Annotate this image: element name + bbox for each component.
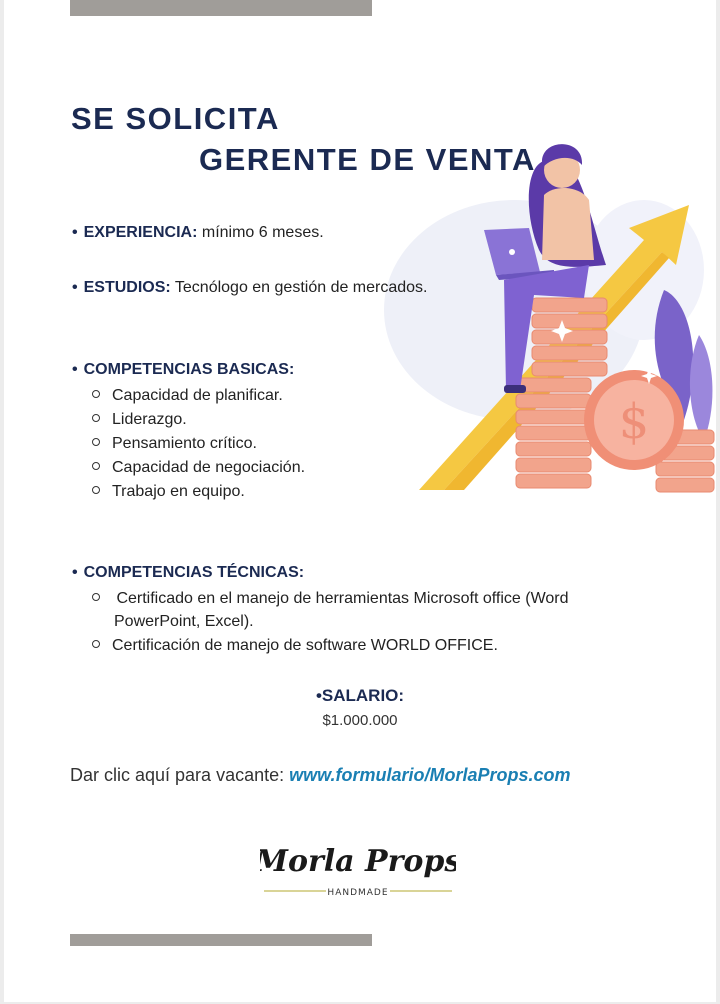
studies-line [72, 279, 428, 297]
top-divider-bar [70, 0, 372, 16]
bullet: • [72, 279, 78, 296]
bullet: • [72, 224, 78, 241]
circle-bullet-icon [92, 486, 100, 494]
list-item: Capacidad de planificar. [92, 387, 283, 405]
logo-graphic [260, 835, 456, 905]
list-item: Pensamiento crítico. [92, 435, 257, 453]
technical-competencies-heading [72, 564, 304, 582]
salary-label: •SALARIO: [315, 686, 405, 705]
list-item: Certificación de manejo de software WORLD OFFICE. [92, 637, 498, 655]
svg-text:Morla Props: Morla Props [260, 844, 456, 879]
circle-bullet-icon [92, 462, 100, 470]
cta-line [70, 765, 571, 786]
studies-value: Tecnólogo en gestión de mercados. [174, 279, 428, 296]
circle-bullet-icon [92, 438, 100, 446]
technical-competencies-label: COMPETENCIAS TÉCNICAS: [83, 564, 305, 581]
circle-bullet-icon [92, 593, 100, 601]
experience-value: mínimo 6 meses. [201, 224, 324, 241]
circle-bullet-icon [92, 414, 100, 422]
list-item: Certificado en el manejo de herramientas Microsoft office (Word [92, 590, 569, 608]
studies-label: ESTUDIOS: [83, 279, 171, 296]
basic-competencies-heading [72, 361, 294, 379]
morla-props-logo [260, 835, 456, 905]
bullet: • [72, 564, 78, 581]
list-item: Liderazgo. [92, 411, 187, 429]
experience-line [72, 224, 324, 242]
cta-text: Dar clic aquí para vacante: [70, 765, 285, 785]
circle-bullet-icon [92, 390, 100, 398]
bullet: • [72, 361, 78, 378]
list-item: Trabajo en equipo. [92, 483, 245, 501]
title-line-2: GERENTE DE VENTA [199, 142, 536, 177]
vacancy-link[interactable]: www.formulario/MorlaProps.com [289, 765, 571, 785]
list-item: Capacidad de negociación. [92, 459, 305, 477]
list-item-continuation: PowerPoint, Excel). [114, 613, 254, 630]
experience-label: EXPERIENCIA: [83, 224, 198, 241]
svg-text:$: $ [618, 394, 650, 450]
title-line-1: SE SOLICITA [71, 101, 280, 136]
bottom-divider-bar [70, 934, 372, 946]
salary-value: $1.000.000 [322, 712, 398, 729]
job-poster [4, 0, 716, 1002]
svg-text:HANDMADE: HANDMADE [327, 888, 389, 898]
circle-bullet-icon [92, 640, 100, 648]
woman-on-coins-illustration [344, 120, 716, 500]
basic-competencies-label: COMPETENCIAS BASICAS: [83, 361, 295, 378]
